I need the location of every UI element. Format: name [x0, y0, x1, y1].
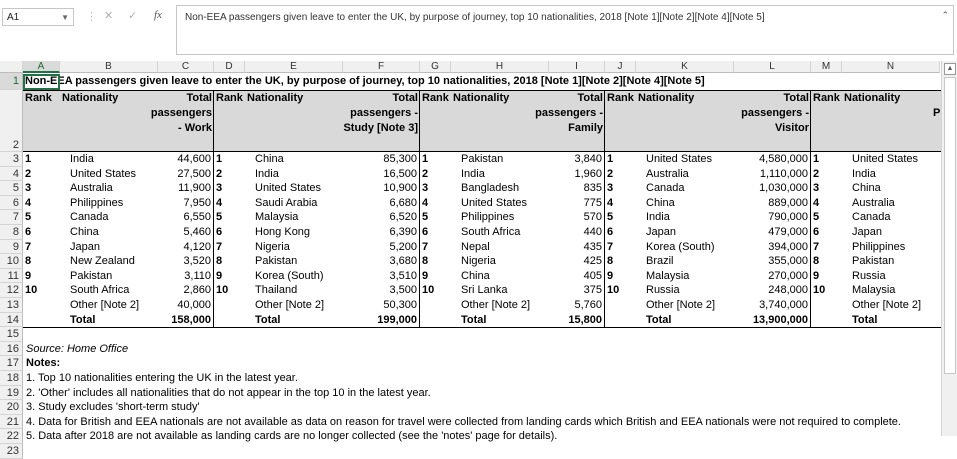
rank-cell[interactable]: 8 [216, 255, 223, 268]
rank-cell[interactable]: 2 [216, 167, 223, 180]
formula-input[interactable] [176, 5, 954, 55]
table-border [23, 151, 941, 152]
other-value-cell[interactable]: 5,760 [574, 299, 602, 311]
rank-cell[interactable]: 1 [216, 153, 223, 165]
value-cell[interactable]: 7,950 [183, 196, 211, 209]
total-value-cell[interactable]: 158,000 [171, 313, 211, 326]
value-cell[interactable]: 405 [583, 269, 602, 282]
nationality-cell[interactable]: India [255, 167, 279, 180]
nationality-cell[interactable]: Korea (South) [255, 269, 324, 282]
column-header-F[interactable]: F [343, 61, 420, 73]
table-header-cell[interactable]: Total [186, 92, 212, 104]
value-cell[interactable]: 4,120 [183, 240, 211, 253]
value-cell[interactable]: 3,500 [389, 284, 417, 297]
rank-cell[interactable]: 7 [813, 240, 820, 253]
rank-cell[interactable]: 5 [607, 211, 614, 224]
table-header-cell[interactable]: Nationality [247, 92, 304, 104]
value-cell[interactable]: 6,390 [389, 226, 417, 238]
nationality-cell[interactable]: Australia [70, 182, 113, 195]
row-header-23[interactable]: 23 [0, 444, 23, 459]
formula-bar-area [0, 0, 956, 60]
active-cell-indicator [23, 74, 60, 90]
row-header-19[interactable]: 19 [0, 386, 23, 401]
row-header-1[interactable]: 1 [0, 73, 23, 90]
rank-cell[interactable]: 6 [813, 226, 820, 238]
nationality-cell[interactable]: China [852, 182, 881, 195]
value-cell[interactable]: 270,000 [768, 269, 808, 282]
row-header-16[interactable]: 16 [0, 342, 23, 357]
nationality-cell[interactable]: India [646, 211, 670, 224]
value-cell[interactable]: 479,000 [768, 226, 808, 238]
insert-function-icon[interactable]: fx [154, 9, 162, 21]
value-cell[interactable]: 10,900 [383, 182, 417, 195]
name-box[interactable] [2, 8, 74, 26]
formula-text: Non-EEA passengers given leave to enter the UK, by purpose of journey, top 10 nationalities, 2018 [Note 1][Note 2][Note 4][Note 5] [185, 12, 765, 23]
rank-cell[interactable]: 10 [422, 284, 435, 297]
select-all-corner[interactable] [0, 61, 23, 73]
row-header-17[interactable]: 17 [0, 356, 23, 371]
nationality-cell[interactable]: Canada [70, 211, 109, 224]
table-header-cell[interactable]: Total [783, 92, 809, 104]
rank-cell[interactable]: 9 [216, 269, 223, 282]
row-header-13[interactable]: 13 [0, 298, 23, 313]
nationality-cell[interactable]: United States [70, 167, 137, 180]
rank-cell[interactable]: 1 [25, 153, 32, 165]
rank-cell[interactable]: 3 [25, 182, 32, 195]
column-header-C[interactable]: C [158, 61, 214, 73]
row-header-22[interactable]: 22 [0, 429, 23, 444]
rank-cell[interactable]: 7 [216, 240, 223, 253]
nationality-cell[interactable]: Nigeria [461, 255, 496, 268]
column-header-G[interactable]: G [420, 61, 451, 73]
value-cell[interactable]: 889,000 [768, 196, 808, 209]
table-border [604, 90, 605, 327]
row-header-14[interactable]: 14 [0, 313, 23, 328]
value-cell[interactable]: 85,300 [383, 153, 417, 165]
nationality-cell[interactable]: Bangladesh [461, 182, 520, 195]
rank-cell[interactable]: 1 [813, 153, 820, 165]
value-cell[interactable]: 2,860 [183, 284, 211, 297]
value-cell[interactable]: 27,500 [177, 167, 211, 180]
value-cell[interactable]: 6,520 [389, 211, 417, 224]
note-item[interactable]: 4. Data for British and EEA nationals are not available as data on reason for travel were collected from landing cards which British and EEA nationals were not required to complete. [26, 415, 901, 428]
value-cell[interactable]: 394,000 [768, 240, 808, 253]
column-header-B[interactable]: B [60, 61, 158, 73]
other-label-cell[interactable]: Other [Note 2] [461, 299, 531, 311]
value-cell[interactable]: 3,840 [574, 153, 602, 165]
table-header-cell[interactable]: Visitor [774, 122, 809, 134]
nationality-cell[interactable]: Pakistan [461, 153, 504, 165]
rank-cell[interactable]: 5 [25, 211, 32, 224]
rank-cell[interactable]: 10 [25, 284, 38, 297]
rank-cell[interactable]: 3 [813, 182, 820, 195]
rank-cell[interactable]: 4 [216, 196, 223, 209]
value-cell[interactable]: 248,000 [768, 284, 808, 297]
row-header-11[interactable]: 11 [0, 269, 23, 284]
value-cell[interactable]: 11,900 [178, 182, 211, 195]
table-border [23, 327, 941, 328]
nationality-cell[interactable]: China [461, 269, 490, 282]
table-header-cell[interactable]: Rank [607, 92, 634, 104]
table-header-cell[interactable]: Nationality [844, 92, 901, 104]
value-cell[interactable]: 1,030,000 [759, 182, 808, 195]
row-header-6[interactable]: 6 [0, 196, 23, 211]
table-header-cell[interactable]: Study [Note 3] [343, 122, 418, 134]
rank-cell[interactable]: 9 [607, 269, 614, 282]
other-value-cell[interactable]: 40,000 [177, 299, 211, 311]
rank-cell[interactable]: 10 [813, 284, 826, 297]
value-cell[interactable]: 16,500 [383, 167, 417, 180]
rank-cell[interactable]: 1 [422, 153, 429, 165]
nationality-cell[interactable]: United States [461, 196, 528, 209]
value-cell[interactable]: 1,960 [574, 167, 602, 180]
table-header-cell[interactable]: Nationality [62, 92, 119, 104]
scroll-thumb[interactable] [944, 77, 956, 374]
nationality-cell[interactable]: China [255, 153, 284, 165]
table-header-cell[interactable]: - Work [177, 122, 212, 134]
value-cell[interactable]: 425 [583, 255, 602, 268]
value-cell[interactable]: 5,460 [183, 226, 211, 238]
value-cell[interactable]: 4,580,000 [759, 153, 808, 165]
table-header-cell[interactable]: Rank [216, 92, 243, 104]
nationality-cell[interactable]: New Zealand [70, 255, 135, 268]
nationality-cell[interactable]: Hong Kong [255, 226, 311, 238]
table-border [213, 90, 214, 327]
nationality-cell[interactable]: Australia [852, 196, 895, 209]
column-header-M[interactable]: M [811, 61, 842, 73]
table-header-cell[interactable]: Rank [422, 92, 449, 104]
row-header-21[interactable]: 21 [0, 415, 23, 430]
column-header-H[interactable]: H [451, 61, 549, 73]
total-value-cell[interactable]: 15,800 [568, 313, 602, 326]
nationality-cell[interactable]: Brazil [646, 255, 674, 268]
row-header-5[interactable]: 5 [0, 181, 23, 196]
rank-cell[interactable]: 3 [216, 182, 223, 195]
rank-cell[interactable]: 3 [607, 182, 614, 195]
total-label-cell[interactable]: Total [646, 313, 672, 326]
value-cell[interactable]: 440 [583, 226, 602, 238]
row-header-9[interactable]: 9 [0, 240, 23, 255]
row-header-20[interactable]: 20 [0, 400, 23, 415]
rank-cell[interactable]: 8 [422, 255, 429, 268]
nationality-cell[interactable]: Malaysia [255, 211, 299, 224]
rank-cell[interactable]: 8 [607, 255, 614, 268]
value-cell[interactable]: 6,680 [389, 196, 417, 209]
table-header-cell[interactable]: Nationality [638, 92, 695, 104]
nationality-cell[interactable]: Philippines [70, 196, 124, 209]
chevron-down-icon[interactable]: ▼ [61, 13, 69, 22]
total-label-cell[interactable]: Total [461, 313, 487, 326]
nationality-cell[interactable]: Saudi Arabia [255, 196, 318, 209]
other-label-cell[interactable]: Other [Note 2] [646, 299, 716, 311]
row-header-10[interactable]: 10 [0, 254, 23, 269]
rank-cell[interactable]: 9 [25, 269, 32, 282]
rank-cell[interactable]: 2 [422, 167, 429, 180]
nationality-cell[interactable]: Malaysia [852, 284, 896, 297]
rank-cell[interactable]: 7 [422, 240, 429, 253]
row-header-12[interactable]: 12 [0, 283, 23, 298]
column-header-N[interactable]: N [842, 61, 940, 73]
nationality-cell[interactable]: Pakistan [852, 255, 895, 268]
notes-title[interactable]: Notes: [26, 357, 61, 370]
nationality-cell[interactable]: Russia [646, 284, 680, 297]
nationality-cell[interactable]: Russia [852, 269, 886, 282]
table-header-overflow[interactable]: P [933, 107, 941, 119]
column-header-I[interactable]: I [549, 61, 605, 73]
value-cell[interactable]: 6,550 [183, 211, 211, 224]
note-item[interactable]: 3. Study excludes 'short-term study' [26, 401, 200, 414]
value-cell[interactable]: 1,110,000 [759, 167, 808, 180]
value-cell[interactable]: 3,510 [389, 269, 417, 282]
rank-cell[interactable]: 9 [813, 269, 820, 282]
rank-cell[interactable]: 8 [813, 255, 820, 268]
table-border [419, 90, 420, 327]
nationality-cell[interactable]: United States [255, 182, 322, 195]
value-cell[interactable]: 435 [583, 240, 602, 253]
table-header-cell[interactable]: Total [577, 92, 603, 104]
nationality-cell[interactable]: Malaysia [646, 269, 690, 282]
enter-check-icon[interactable]: ✓ [128, 10, 138, 22]
name-box-value: A1 [7, 12, 20, 23]
total-label-cell[interactable]: Total [852, 313, 878, 326]
nationality-cell[interactable]: United States [646, 153, 713, 165]
value-cell[interactable]: 775 [583, 196, 602, 209]
rank-cell[interactable]: 4 [607, 196, 614, 209]
note-item[interactable]: 2. 'Other' includes all nationalities that do not appear in the top 10 in the latest year. [26, 386, 431, 399]
rank-cell[interactable]: 6 [607, 226, 614, 238]
nationality-cell[interactable]: Philippines [461, 211, 515, 224]
total-value-cell[interactable]: 13,900,000 [752, 313, 808, 326]
table-border [810, 90, 811, 327]
rank-cell[interactable]: 5 [813, 211, 820, 224]
more-options-icon: ⋮ [86, 11, 97, 23]
value-cell[interactable]: 355,000 [768, 255, 808, 268]
column-header-K[interactable]: K [636, 61, 734, 73]
table-border [23, 90, 941, 91]
row-header-18[interactable]: 18 [0, 371, 23, 386]
other-label-cell[interactable]: Other [Note 2] [852, 299, 922, 311]
value-cell[interactable]: 790,000 [768, 211, 808, 224]
note-item[interactable]: 1. Top 10 nationalities entering the UK in the latest year. [26, 372, 298, 384]
source-text[interactable]: Source: Home Office [26, 342, 129, 355]
note-item[interactable]: 5. Data after 2018 are not available as landing cards are no longer collected (see the 'notes' page for details). [26, 430, 558, 443]
table-header-cell[interactable]: passengers - [741, 107, 809, 119]
row-header-7[interactable]: 7 [0, 210, 23, 225]
table-header-cell[interactable]: passengers - [350, 107, 418, 119]
value-cell[interactable]: 44,600 [177, 153, 211, 165]
nationality-cell[interactable]: Pakistan [70, 269, 113, 282]
table-header-cell[interactable]: Rank [25, 92, 52, 104]
rank-cell[interactable]: 1 [607, 153, 614, 165]
rank-cell[interactable]: 7 [25, 240, 32, 253]
value-cell[interactable]: 835 [583, 182, 602, 195]
worksheet-grid[interactable] [0, 61, 956, 457]
table-header-cell[interactable]: Rank [813, 92, 840, 104]
total-label-cell[interactable]: Total [70, 313, 96, 326]
nationality-cell[interactable]: Australia [646, 167, 689, 180]
nationality-cell[interactable]: India [461, 167, 485, 180]
rank-cell[interactable]: 9 [422, 269, 429, 282]
nationality-cell[interactable]: India [70, 153, 94, 165]
rank-cell[interactable]: 8 [25, 255, 32, 268]
collapse-formula-bar-icon[interactable]: ⌃ [941, 10, 949, 20]
table-header-cell[interactable]: Family [568, 122, 603, 134]
rank-cell[interactable]: 6 [422, 226, 429, 238]
rank-cell[interactable]: 6 [25, 226, 32, 238]
rank-cell[interactable]: 2 [813, 167, 820, 180]
row-header-2[interactable]: 2 [0, 90, 23, 152]
rank-cell[interactable]: 6 [216, 226, 223, 238]
value-cell[interactable]: 570 [583, 211, 602, 224]
nationality-cell[interactable]: Sri Lanka [461, 284, 508, 297]
rank-cell[interactable]: 4 [25, 196, 32, 209]
nationality-cell[interactable]: South Africa [70, 284, 130, 297]
value-cell[interactable]: 3,520 [183, 255, 211, 268]
rank-cell[interactable]: 7 [607, 240, 614, 253]
column-header-D[interactable]: D [214, 61, 245, 73]
rank-cell[interactable]: 2 [25, 167, 32, 180]
nationality-cell[interactable]: Pakistan [255, 255, 298, 268]
column-header-J[interactable]: J [605, 61, 636, 73]
value-cell[interactable]: 375 [583, 284, 602, 297]
column-header-A[interactable]: A [23, 61, 60, 73]
vertical-scrollbar[interactable] [941, 61, 957, 436]
other-label-cell[interactable]: Other [Note 2] [70, 299, 140, 311]
other-value-cell[interactable]: 3,740,000 [759, 299, 808, 311]
nationality-cell[interactable]: China [70, 226, 99, 238]
rank-cell[interactable]: 10 [607, 284, 620, 297]
column-header-E[interactable]: E [245, 61, 343, 73]
scroll-up-icon[interactable]: ▲ [944, 63, 956, 75]
nationality-cell[interactable]: United States [852, 153, 919, 165]
table-header-cell[interactable]: Nationality [453, 92, 510, 104]
table-header-cell[interactable]: passengers - [535, 107, 603, 119]
row-header-8[interactable]: 8 [0, 225, 23, 240]
nationality-cell[interactable]: Philippines [852, 240, 906, 253]
nationality-cell[interactable]: Canada [852, 211, 891, 224]
row-header-4[interactable]: 4 [0, 167, 23, 182]
nationality-cell[interactable]: Korea (South) [646, 240, 715, 253]
total-label-cell[interactable]: Total [255, 313, 281, 326]
value-cell[interactable]: 3,110 [184, 269, 211, 282]
sheet-title[interactable]: Non-EEA passengers given leave to enter the UK, by purpose of journey, top 10 nationalities, 2018 [Note 1][Note 2][Note 4][Note 5] [25, 75, 705, 87]
nationality-cell[interactable]: Nigeria [255, 240, 290, 253]
nationality-cell[interactable]: South Africa [461, 226, 521, 238]
table-header-cell[interactable]: passengers [150, 107, 212, 119]
nationality-cell[interactable]: Canada [646, 182, 685, 195]
total-value-cell[interactable]: 199,000 [377, 313, 417, 326]
rank-cell[interactable]: 5 [216, 211, 223, 224]
row-header-15[interactable]: 15 [0, 327, 23, 342]
other-value-cell[interactable]: 50,300 [383, 299, 417, 311]
column-header-L[interactable]: L [734, 61, 811, 73]
rank-cell[interactable]: 10 [216, 284, 229, 297]
rank-cell[interactable]: 5 [422, 211, 429, 224]
nationality-cell[interactable]: Nepal [461, 240, 490, 253]
nationality-cell[interactable]: China [646, 196, 675, 209]
value-cell[interactable]: 3,680 [389, 255, 417, 268]
nationality-cell[interactable]: India [852, 167, 876, 180]
nationality-cell[interactable]: Japan [646, 226, 676, 238]
table-header-cell[interactable]: Total [392, 92, 418, 104]
rank-cell[interactable]: 4 [813, 196, 820, 209]
rank-cell[interactable]: 2 [607, 167, 614, 180]
value-cell[interactable]: 5,200 [389, 240, 417, 253]
other-label-cell[interactable]: Other [Note 2] [255, 299, 325, 311]
nationality-cell[interactable]: Japan [852, 226, 882, 238]
nationality-cell[interactable]: Japan [70, 240, 100, 253]
nationality-cell[interactable]: Thailand [255, 284, 298, 297]
cancel-icon[interactable]: ✕ [104, 10, 114, 22]
rank-cell[interactable]: 4 [422, 196, 429, 209]
rank-cell[interactable]: 3 [422, 182, 429, 195]
row-header-3[interactable]: 3 [0, 152, 23, 167]
